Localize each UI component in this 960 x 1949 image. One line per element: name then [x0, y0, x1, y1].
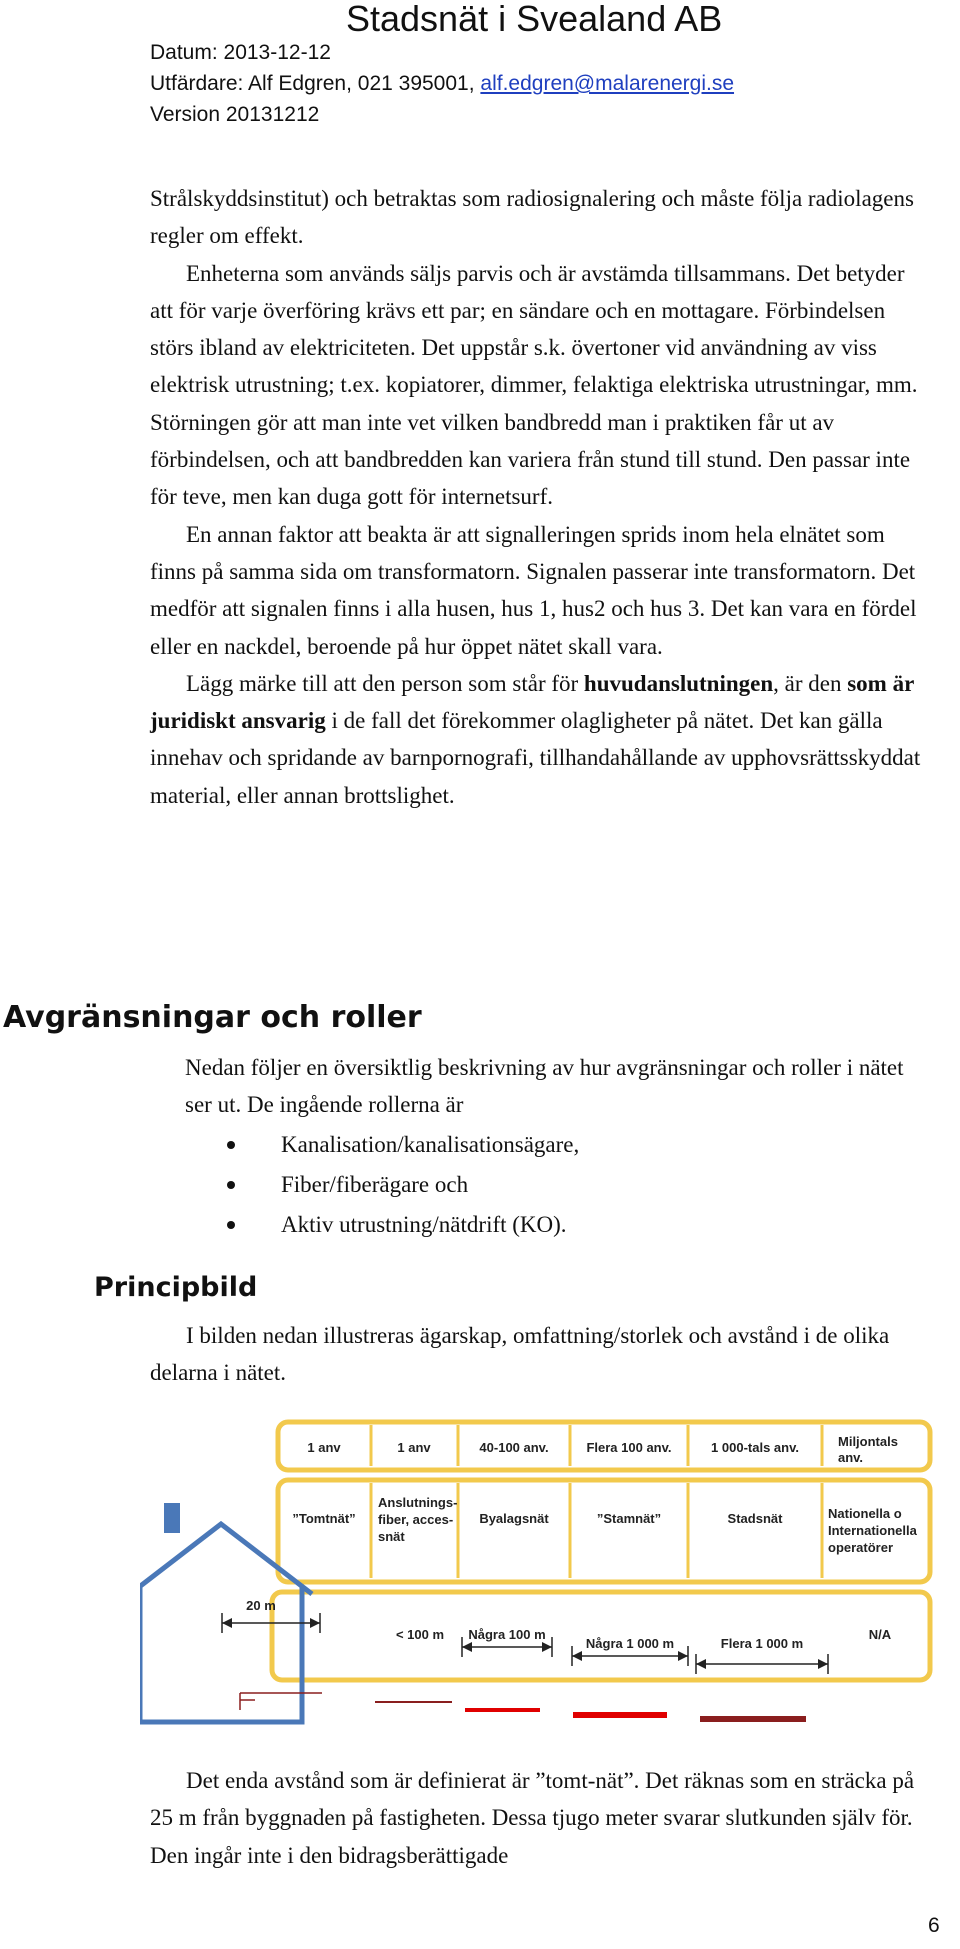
- users-cell-6-line-2: anv.: [838, 1450, 864, 1465]
- name-tomtnat: ”Tomtnät”: [292, 1511, 356, 1526]
- principbild-text: [150, 1317, 930, 1392]
- name-operators-line-3: operatörer: [828, 1540, 894, 1555]
- roles-list-container: [185, 1125, 930, 1245]
- name-anslutning-line-1: Anslutnings-: [378, 1495, 458, 1510]
- network-principle-diagram: [140, 1410, 940, 1750]
- house-chimney: [164, 1503, 180, 1533]
- users-row: [307, 1434, 898, 1465]
- intro-paragraph-1: Strålskyddsinstitut) och betraktas som radiosignalering och måste följa radiolagens regler om effekt.: [150, 186, 914, 249]
- users-cell-1: 1 anv: [307, 1440, 341, 1455]
- section-heading-roles: Avgränsningar och roller: [3, 1000, 422, 1035]
- name-anslutning-line-2: fiber, acces-: [378, 1512, 454, 1527]
- principbild-paragraph: I bilden nedan illustreras ägarskap, omfattning/storlek och avstånd i de olika delarna i nätet.: [150, 1323, 890, 1386]
- document-title: Stadsnät i Svealand AB: [346, 0, 723, 39]
- users-cell-6-line-1: Miljontals: [838, 1434, 898, 1449]
- header-version: Version 20131212: [150, 103, 320, 126]
- house-walls: [140, 1586, 302, 1722]
- roles-list: [185, 1125, 930, 1245]
- p4-text-a: Lägg märke till att den person som står för: [186, 670, 584, 696]
- list-item-text: Fiber/fiberägare och: [281, 1172, 469, 1197]
- distance-some-100m: Några 100 m: [468, 1627, 546, 1642]
- name-byalagsnat: Byalagsnät: [479, 1511, 549, 1526]
- list-item: [185, 1125, 930, 1165]
- name-stadsnat: Stadsnät: [727, 1511, 783, 1526]
- distance-20m: 20 m: [246, 1598, 276, 1613]
- intro-paragraph-4: [150, 665, 930, 814]
- header-issuer: [150, 72, 734, 96]
- distance-some-1000m: Några 1 000 m: [585, 1636, 675, 1651]
- header-date: Datum: 2013-12-12: [150, 41, 331, 64]
- issuer-email-link[interactable]: alf.edgren@malarenergi.se: [480, 72, 735, 95]
- intro-paragraph-2: Enheterna som används säljs parvis och är avstämda tillsammans. Det betyder att för varje överföring krävs ett par; en sändare och en mottagare. Förbindelsen störs ibland av elektriciteten. Det uppstår s.k. övertoner vid användning av viss elektrisk utrustning; t.ex. kopiatorer, dimmer, felaktiga elektriska utrustningar, mm. Störningen gör att man inte vet vilken bandbredd man i praktiken får ut av förbindelsen, och att bandbredden kan variera från stund till stund. Den passar inte för teve, men kan duga gott för internetsurf.: [150, 260, 918, 510]
- section-heading-principbild: Principbild: [94, 1272, 258, 1303]
- p4-text-e: i de fall det förekommer olagligheter på nätet. Det kan gälla innehav och spridande av barnpornografi, tillhandahållande av upphovsrättsskyddat material, eller annan brottslighet.: [150, 708, 921, 808]
- names-row: [292, 1495, 917, 1555]
- closing-text: [150, 1762, 930, 1874]
- users-cell-5: 1 000-tals anv.: [711, 1440, 799, 1455]
- list-item: [185, 1165, 930, 1205]
- distance-row: [222, 1598, 892, 1674]
- house-illustration: [140, 1503, 312, 1722]
- roles-intro: Nedan följer en översiktlig beskrivning av hur avgränsningar och roller i nätet ser ut. De ingående rollerna är: [185, 1055, 904, 1118]
- name-anslutning-line-3: snät: [378, 1529, 405, 1544]
- list-item: [185, 1205, 930, 1245]
- list-item-text: Aktiv utrustning/nätdrift (KO).: [281, 1212, 567, 1237]
- cable-segments: [240, 1693, 806, 1719]
- bullet-dot: [227, 1221, 235, 1229]
- bullet-dot: [227, 1141, 235, 1149]
- name-operators-line-2: Internationella: [828, 1523, 917, 1538]
- users-cell-2: 1 anv: [397, 1440, 431, 1455]
- p4-bold-legal-responsibility: som är juridiskt ansvarig: [150, 670, 914, 734]
- users-cell-3: 40-100 anv.: [479, 1440, 549, 1455]
- bullet-dot: [227, 1181, 235, 1189]
- p4-bold-main-connection: huvudanslutningen: [583, 670, 774, 696]
- p4-text-c: , är den: [773, 670, 848, 696]
- page-number: 6: [928, 1914, 940, 1937]
- header-issuer-text: Utfärdare: Alf Edgren, 021 395001,: [150, 72, 481, 95]
- intro-paragraph-3: En annan faktor att beakta är att signalleringen sprids inom hela elnätet som finns på samma sida om transformatorn. Signalen passerar inte transformatorn. Det medför att signalen finns i alla husen, hus 1, hus2 och hus 3. Det kan vara en fördel eller en nackdel, beroende på hur öppet nätet skall vara.: [150, 521, 917, 659]
- list-item-text: Kanalisation/kanalisationsägare,: [281, 1132, 580, 1157]
- name-stamnat: ”Stamnät”: [596, 1511, 662, 1526]
- users-cell-4: Flera 100 anv.: [586, 1440, 672, 1455]
- intro-text: [150, 180, 930, 814]
- distance-several-1000m: Flera 1 000 m: [720, 1636, 804, 1651]
- closing-paragraph: Det enda avstånd som är definierat är ”tomt-nät”. Det räknas som en sträcka på 25 m från byggnaden på fastigheten. Dessa tjugo meter svarar slutkunden själv för. Den ingår inte i den bidragsberättigade: [150, 1768, 915, 1868]
- distance-na: N/A: [868, 1627, 892, 1642]
- distance-under-100m: < 100 m: [395, 1627, 445, 1642]
- name-operators-line-1: Nationella o: [828, 1506, 902, 1521]
